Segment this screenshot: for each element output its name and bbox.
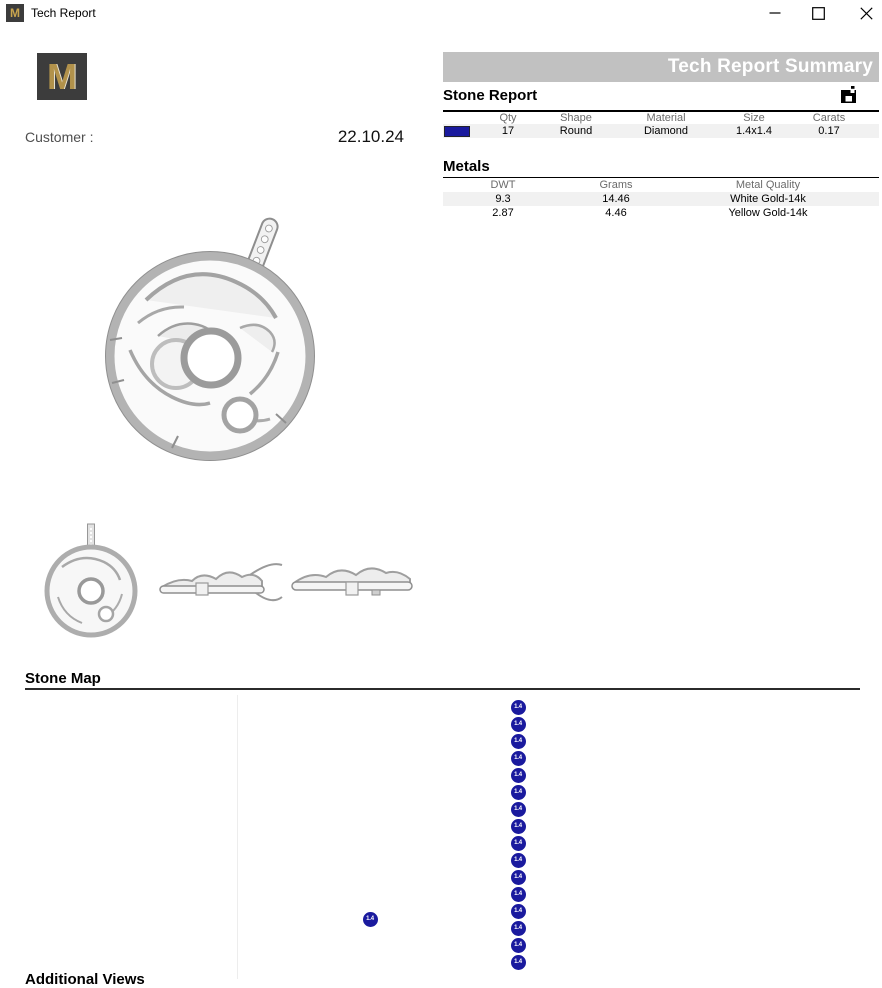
metals-table <box>443 177 879 221</box>
stone-dot: 1.4 <box>511 700 526 715</box>
stone-dot: 1.4 <box>511 955 526 970</box>
col-metal-quality: Metal Quality <box>735 178 801 191</box>
metal-grams: 4.46 <box>605 207 627 220</box>
stone-dot: 1.4 <box>511 870 526 885</box>
thumbnail-side-view <box>288 553 416 608</box>
col-carats: Carats <box>812 112 846 124</box>
stone-material: Diamond <box>643 125 689 137</box>
app-logo-icon: M <box>6 4 24 22</box>
stone-color-swatch <box>444 126 470 137</box>
thumbnail-front-view <box>42 522 142 640</box>
stone-dot: 1.4 <box>511 717 526 732</box>
close-icon <box>860 7 873 20</box>
save-button[interactable] <box>838 85 858 105</box>
stone-dot: 1.4 <box>511 734 526 749</box>
stone-report-title: Stone Report <box>443 87 538 104</box>
close-button[interactable] <box>850 2 882 24</box>
stone-dot: 1.4 <box>511 938 526 953</box>
stone-dot: 1.4 <box>511 836 526 851</box>
minimize-icon <box>769 7 781 19</box>
col-qty: Qty <box>499 112 517 124</box>
titlebar <box>0 0 882 26</box>
company-logo: M <box>37 53 87 100</box>
summary-header: Tech Report Summary <box>443 52 879 82</box>
stone-dot: 1.4 <box>511 904 526 919</box>
customer-label: Customer : <box>25 129 94 145</box>
report-date: 22.10.24 <box>337 127 404 146</box>
minimize-button[interactable] <box>759 2 791 24</box>
stone-report-header-row <box>443 110 879 124</box>
stone-dot: 1.4 <box>511 785 526 800</box>
metal-dwt: 9.3 <box>495 192 511 205</box>
col-grams: Grams <box>599 178 633 191</box>
stone-dot: 1.4 <box>511 802 526 817</box>
stone-dot: 1.4 <box>511 819 526 834</box>
stone-map-divider <box>25 688 860 690</box>
metal-quality: White Gold-14k <box>730 192 806 205</box>
stone-map-frame-edge <box>237 695 238 979</box>
col-size: Size <box>743 112 765 124</box>
maximize-icon <box>812 7 825 20</box>
stone-size: 1.4x1.4 <box>735 125 773 137</box>
metals-row <box>443 206 879 221</box>
metal-grams: 14.46 <box>602 192 630 205</box>
col-dwt: DWT <box>490 178 516 191</box>
metal-dwt: 2.87 <box>492 207 514 220</box>
stone-dot: 1.4 <box>363 912 378 927</box>
stone-dot: 1.4 <box>511 853 526 868</box>
metals-title: Metals <box>443 158 490 175</box>
metals-row <box>443 192 879 207</box>
stone-report-table <box>443 110 879 138</box>
maximize-button[interactable] <box>802 2 834 24</box>
pendant-render <box>98 208 348 468</box>
col-shape: Shape <box>560 112 592 124</box>
stone-carats: 0.17 <box>818 125 840 137</box>
stone-shape: Round <box>559 125 593 137</box>
stone-dot: 1.4 <box>511 751 526 766</box>
stone-dot: 1.4 <box>511 768 526 783</box>
stone-qty: 17 <box>501 125 515 137</box>
stone-report-row <box>443 124 879 138</box>
additional-views-title: Additional Views <box>25 971 145 988</box>
stone-dot: 1.4 <box>511 887 526 902</box>
save-icon <box>839 85 858 104</box>
stone-dot: 1.4 <box>511 921 526 936</box>
window-title: Tech Report <box>31 6 96 20</box>
metal-quality: Yellow Gold-14k <box>728 207 808 220</box>
col-material: Material <box>646 112 686 124</box>
metals-header-row <box>443 177 879 192</box>
stone-map-title: Stone Map <box>25 670 101 687</box>
thumbnail-side-view <box>158 553 286 613</box>
